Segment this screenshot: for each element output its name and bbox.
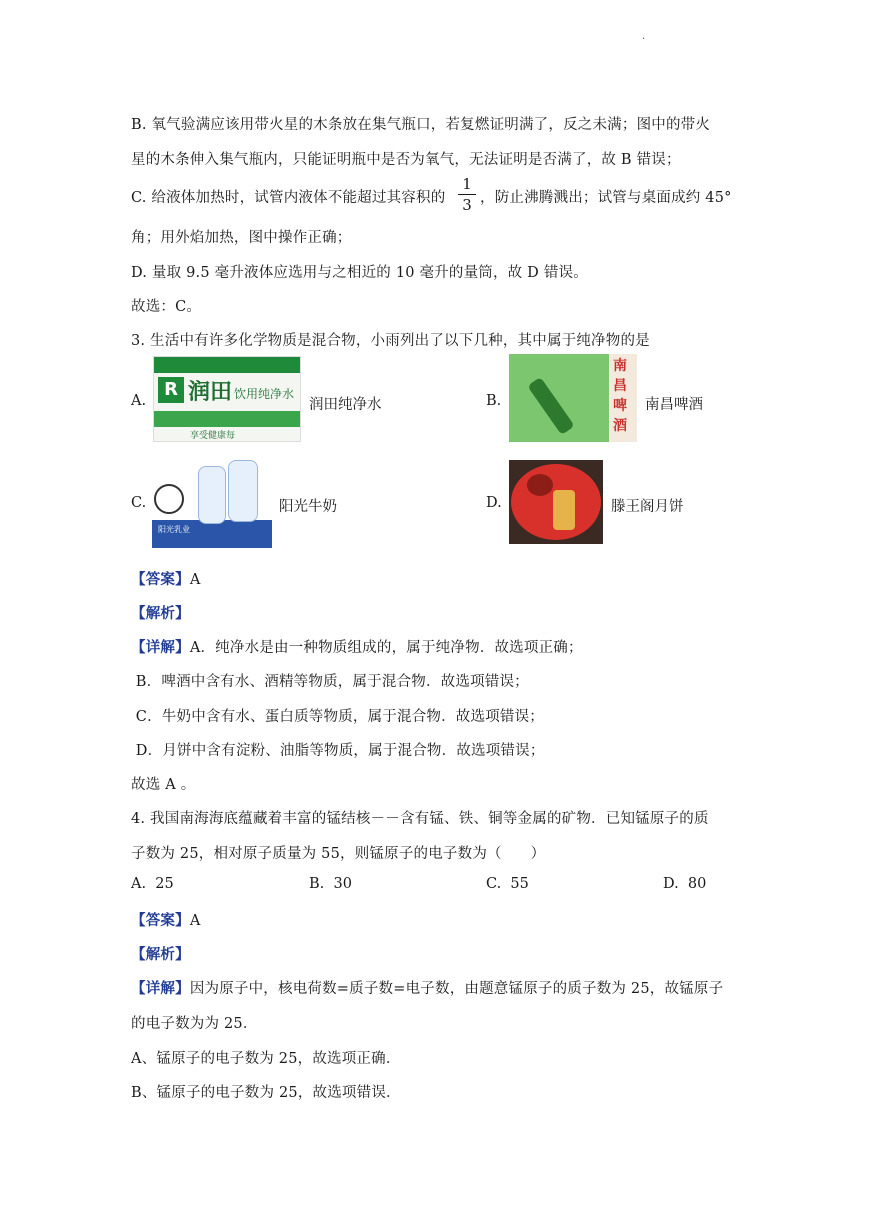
q3-answer: [131, 568, 200, 589]
q4-detail-line: 的电子数为为 25．: [131, 1016, 258, 1032]
text-line: C. 给液体加热时，试管内液体不能超过其容积的: [131, 190, 446, 206]
image-brand-text: 润田: [188, 380, 233, 405]
q4-answer: [131, 909, 200, 930]
option-b-letter: B.: [486, 393, 502, 409]
q3-detail-line: C．牛奶中含有水、蛋白质等物质，属于混合物．故选项错误；: [131, 709, 545, 725]
option-d-text: 滕王阁月饼: [611, 499, 684, 515]
detail-tag: 【详解】: [131, 639, 190, 656]
question-4-stem: 子数为 25，相对原子质量为 55，则锰原子的电子数为（ ）: [131, 846, 546, 862]
text-line: B. 氧气验满应该用带火星的木条放在集气瓶口，若复燃证明满了，反之未满；图中的带火: [131, 117, 711, 133]
q3-detail-line: B．啤酒中含有水、酒精等物质，属于混合物．故选项错误；: [131, 674, 529, 690]
text-line: D. 量取 9.5 毫升液体应选用与之相近的 10 毫升的量筒，故 D 错误。: [131, 265, 588, 281]
text-line: 星的木条伸入集气瓶内，只能证明瓶中是否为氧气，无法证明是否满了，故 B 错误；: [131, 152, 681, 168]
image-text-nan: 南: [613, 358, 627, 374]
q4-detail-line: B、锰原子的电子数为 25，故选项错误．: [131, 1085, 401, 1101]
answer-value: A: [189, 572, 201, 588]
image-text-chang: 昌: [613, 378, 627, 394]
text-line: 故选：C。: [131, 299, 202, 315]
option-c-letter: C.: [131, 495, 147, 511]
q4-choice-d: D. 80: [663, 876, 707, 892]
answer-tag: 【答案】: [131, 912, 190, 929]
q4-detail-line: A、锰原子的电子数为 25，故选项正确．: [131, 1051, 401, 1067]
text-line: 角；用外焰加热，图中操作正确；: [131, 230, 352, 246]
image-brand-text: 阳光乳业: [158, 525, 190, 534]
q3-detail-line: D．月饼中含有淀粉、油脂等物质，属于混合物．故选项错误；: [131, 743, 545, 759]
detail-text: 因为原子中，核电荷数=质子数=电子数，由题意锰原子的质子数为 25，故锰原子: [189, 981, 724, 997]
header-dot: ·: [642, 34, 646, 45]
option-d-letter: D.: [486, 495, 502, 511]
option-a-letter: A.: [131, 393, 147, 409]
q3-detail-line: [131, 636, 583, 657]
question-3-stem: 3. 生活中有许多化学物质是混合物，小雨列出了以下几种，其中属于纯净物的是: [131, 333, 650, 349]
option-c-text: 阳光牛奶: [279, 499, 337, 515]
text-line: ，防止沸腾溅出；试管与桌面成约 45°: [480, 190, 732, 206]
q3-detail-line: 故选 A 。: [131, 777, 196, 793]
image-slogan-text: 享受健康每: [190, 431, 236, 441]
water-bottle-label-image: R 润田 饮用纯净水 享受健康每: [153, 356, 301, 442]
option-b-text: 南昌啤酒: [645, 397, 703, 413]
q4-choice-c: C. 55: [486, 876, 529, 892]
question-4-stem: 4. 我国南海海底蕴藏着丰富的锰结核－－含有锰、铁、铜等金属的矿物．已知锰原子的质: [131, 811, 709, 827]
fraction-numerator: 1: [458, 175, 476, 195]
detail-text: A．纯净水是由一种物质组成的，属于纯净物．故选项正确；: [189, 640, 583, 656]
option-a-text: 润田纯净水: [309, 397, 382, 413]
fraction-one-third: [458, 175, 476, 214]
q4-choice-b: B. 30: [309, 876, 352, 892]
beer-ad-image: [509, 354, 637, 442]
q4-analysis-tag: 【解析】: [131, 946, 190, 963]
q4-detail-line: [131, 977, 723, 998]
answer-tag: 【答案】: [131, 571, 190, 588]
q3-analysis-tag: 【解析】: [131, 605, 190, 622]
image-product-text: 饮用纯净水: [234, 387, 295, 401]
q4-choice-a: A. 25: [131, 876, 174, 892]
mooncake-box-image: [509, 460, 603, 544]
fraction-denominator: 3: [462, 196, 472, 214]
milk-ad-image: [152, 458, 272, 548]
detail-tag: 【详解】: [131, 980, 190, 997]
image-text-pi: 啤: [613, 398, 627, 414]
image-text-jiu: 酒: [613, 418, 627, 434]
answer-value: A: [189, 913, 201, 929]
